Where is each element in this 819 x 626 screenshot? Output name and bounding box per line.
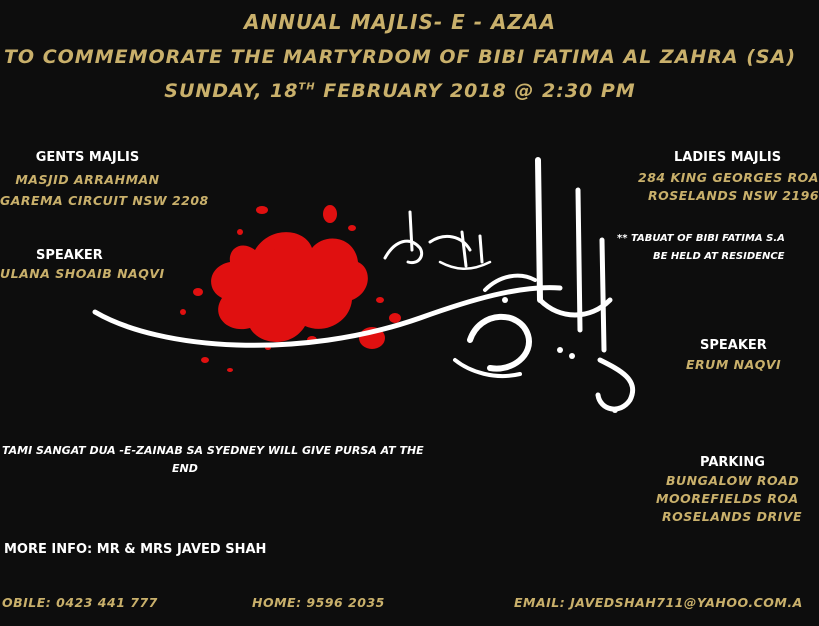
more-info: MORE INFO: MR & MRS JAVED SHAH [4, 542, 267, 557]
event-date [0, 80, 800, 102]
pursa-note-line1: TAMI SANGAT DUA -E-ZAINAB SA SYEDNEY WILL GIVE PURSA AT THE [2, 444, 424, 457]
date-suffix: FEBRUARY 2018 @ 2:30 PM [315, 80, 636, 102]
blood-splatter-icon [180, 205, 401, 372]
gents-speaker-name: ULANA SHOAIB NAQVI [0, 266, 165, 281]
ladies-address-line1: 284 KING GEORGES ROA [638, 170, 819, 185]
parking-heading: PARKING [700, 455, 765, 470]
date-prefix: SUNDAY, 18 [164, 80, 299, 102]
tabuat-note-line2: BE HELD AT RESIDENCE [653, 251, 785, 262]
gents-heading: GENTS MAJLIS [35, 150, 140, 165]
mobile-number: OBILE: 0423 441 777 [2, 595, 158, 610]
parking-road-2: MOOREFIELDS ROA [656, 491, 799, 506]
event-subtitle: TO COMMEMORATE THE MARTYRDOM OF BIBI FATIMA AL ZAHRA (SA) [3, 46, 797, 68]
ladies-speaker-heading: SPEAKER [700, 338, 767, 353]
ladies-heading: LADIES MAJLIS [674, 150, 782, 165]
ladies-address-line2: ROSELANDS NSW 2196 [648, 188, 819, 203]
email-address: EMAIL: JAVEDSHAH711@YAHOO.COM.A [514, 595, 803, 610]
gents-speaker-heading: SPEAKER [36, 248, 103, 263]
event-title: ANNUAL MAJLIS- E - AZAA [244, 10, 556, 34]
parking-road-1: BUNGALOW ROAD [666, 473, 800, 488]
parking-road-3: ROSELANDS DRIVE [662, 509, 802, 524]
gents-venue: MASJID ARRAHMAN [15, 172, 160, 187]
date-suffix-sup: TH [298, 81, 316, 93]
ladies-speaker-name: ERUM NAQVI [686, 357, 782, 372]
gents-address: GAREMA CIRCUIT NSW 2208 [0, 193, 209, 208]
pursa-note-line2: END [172, 462, 198, 475]
tabuat-note-line1: ** TABUAT OF BIBI FATIMA S.A [617, 233, 785, 244]
home-number: HOME: 9596 2035 [252, 595, 385, 610]
